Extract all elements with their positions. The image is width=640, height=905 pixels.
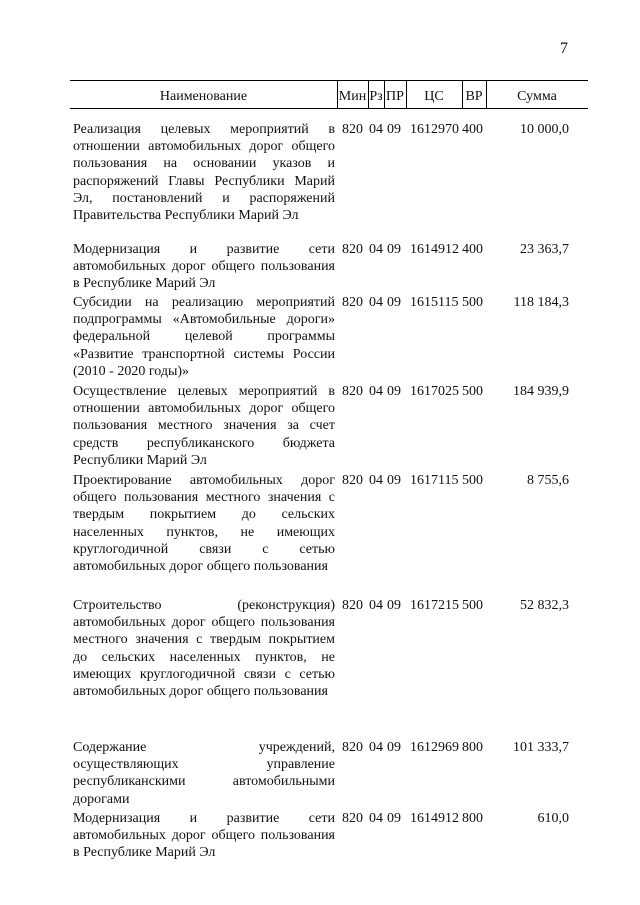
page-number: 7 <box>560 40 568 57</box>
row-cs: 1617215 <box>410 598 459 613</box>
row-vr: 500 <box>462 295 483 310</box>
row-sum: 184 939,9 <box>513 384 569 399</box>
row-name: Проектирование автомобильных дорог общего пользования местного значения с твердым покрытием до сельских населенных пунктов, не имеющих круглогодичной связи с сетью автомобильных дорог общего пользования <box>73 473 335 575</box>
row-sum: 118 184,3 <box>513 295 569 310</box>
row-name: Осуществление целевых мероприятий в отношении автомобильных дорог общего пользования местного значения за счет средств республиканского бюджета Республики Марий Эл <box>73 384 335 468</box>
row-rz: 04 <box>369 740 383 755</box>
row-vr: 500 <box>462 598 483 613</box>
row-min: 820 <box>342 295 363 310</box>
row-min: 820 <box>342 242 363 257</box>
row-cs: 1617115 <box>410 473 459 488</box>
row-cs: 1617025 <box>410 384 459 399</box>
row-name: Строительство (реконструкция) автомобильных дорог общего пользования местного значения с твердым покрытием до сельских населенных пунктов, не имеющих круглогодичной связи с сетью автомобильных дорог общего пользования <box>73 598 335 700</box>
row-name: Содержание учреждений, осуществляющих управление республиканскими автомобильными дорогами <box>73 740 335 807</box>
row-cs: 1614912 <box>410 242 459 257</box>
row-sum: 8 755,6 <box>527 473 569 488</box>
row-rz: 04 <box>369 811 383 826</box>
row-vr: 800 <box>462 811 483 826</box>
row-rz: 04 <box>369 473 383 488</box>
row-vr: 500 <box>462 384 483 399</box>
row-rz: 04 <box>369 122 383 137</box>
row-rz: 04 <box>369 384 383 399</box>
row-pr: 09 <box>387 122 401 137</box>
row-name: Модернизация и развитие сети автомобильных дорог общего пользования в Республике Марий Эл <box>73 811 335 861</box>
header-vr: ВР <box>465 89 483 104</box>
row-vr: 800 <box>462 740 483 755</box>
header-top-rule <box>70 80 588 81</box>
row-rz: 04 <box>369 598 383 613</box>
row-vr: 400 <box>462 242 483 257</box>
row-cs: 1615115 <box>410 295 459 310</box>
row-name: Модернизация и развитие сети автомобильных дорог общего пользования в Республике Марий Эл <box>73 242 335 292</box>
row-rz: 04 <box>369 242 383 257</box>
row-sum: 610,0 <box>537 811 569 826</box>
row-min: 820 <box>342 473 363 488</box>
row-pr: 09 <box>387 811 401 826</box>
row-cs: 1614912 <box>410 811 459 826</box>
header-sum: Сумма <box>517 89 557 104</box>
header-min: Мин <box>338 89 367 104</box>
row-sum: 52 832,3 <box>520 598 569 613</box>
row-sum: 10 000,0 <box>520 122 569 137</box>
row-vr: 500 <box>462 473 483 488</box>
row-min: 820 <box>342 740 363 755</box>
row-pr: 09 <box>387 384 401 399</box>
row-min: 820 <box>342 122 363 137</box>
row-pr: 09 <box>387 473 401 488</box>
row-min: 820 <box>342 811 363 826</box>
row-cs: 1612969 <box>410 740 459 755</box>
row-pr: 09 <box>387 598 401 613</box>
row-name: Субсидии на реализацию мероприятий подпрограммы «Автомобильные дороги» федеральной целевой программы «Развитие транспортной системы России (2010 - 2020 годы)» <box>73 295 335 379</box>
row-cs: 1612970 <box>410 122 459 137</box>
row-rz: 04 <box>369 295 383 310</box>
row-pr: 09 <box>387 295 401 310</box>
row-pr: 09 <box>387 740 401 755</box>
header-rz: Рз <box>369 89 383 104</box>
row-sum: 101 333,7 <box>513 740 569 755</box>
header-name: Наименование <box>159 89 248 104</box>
row-vr: 400 <box>462 122 483 137</box>
row-pr: 09 <box>387 242 401 257</box>
row-min: 820 <box>342 598 363 613</box>
row-min: 820 <box>342 384 363 399</box>
row-sum: 23 363,7 <box>520 242 569 257</box>
header-cs: ЦС <box>424 89 444 104</box>
row-name: Реализация целевых мероприятий в отношении автомобильных дорог общего пользования на основании указов и распоряжений Главы Республики Марий Эл, постановлений и распоряжений Правительства Республики Марий Эл <box>73 122 335 224</box>
header-bottom-rule <box>70 108 588 109</box>
header-pr: ПР <box>386 89 404 104</box>
